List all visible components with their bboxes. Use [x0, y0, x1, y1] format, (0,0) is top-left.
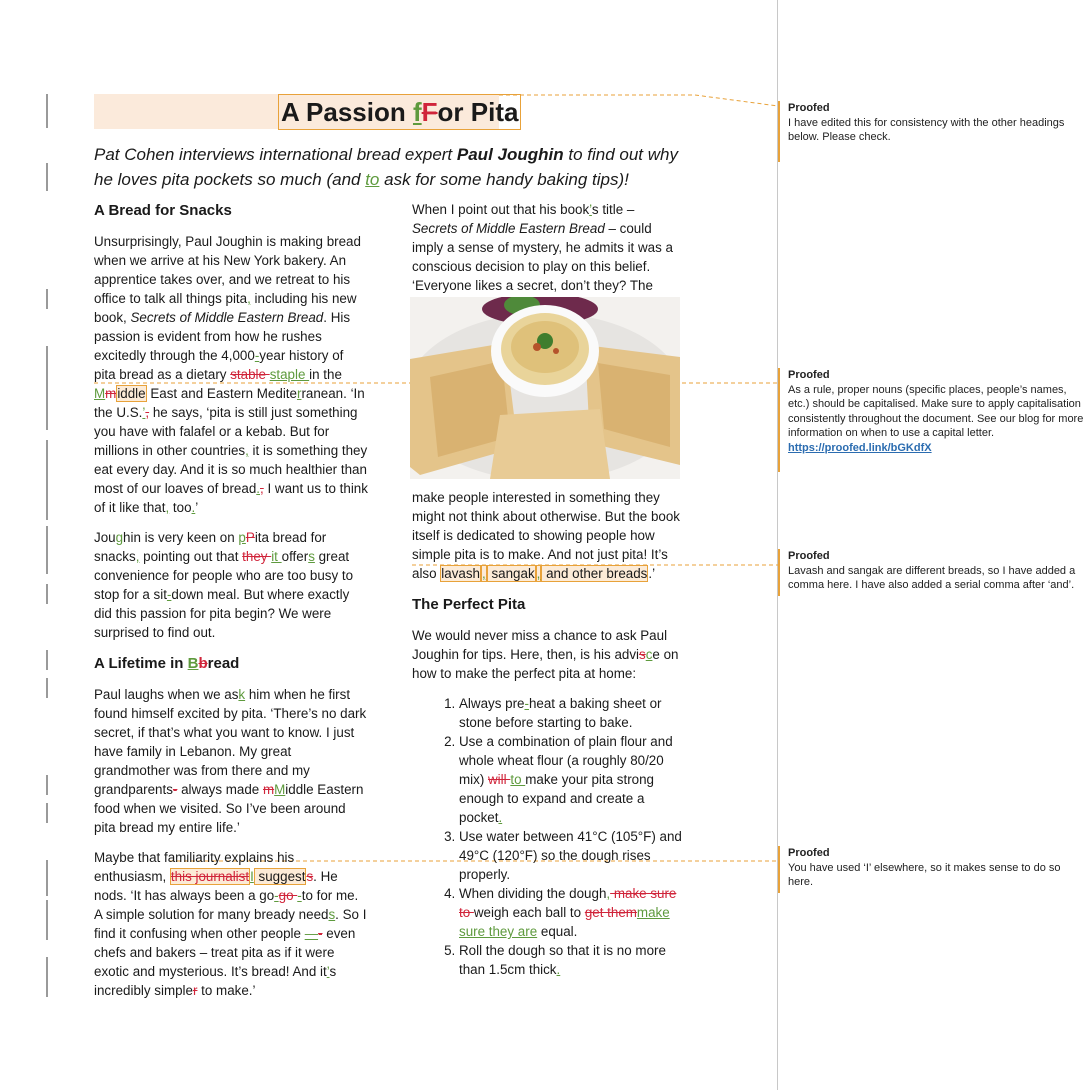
tracked-deletion: make sure to	[459, 886, 677, 920]
text-run: . He nods. ‘It has always been a go	[94, 869, 338, 903]
text-run: always made	[177, 782, 263, 797]
text-run: make people interested in something they might not think about otherwise. But the book itself is dedicated to showing people how simple pita is to make. And not just pita! It’s also	[412, 490, 680, 581]
text-run: weigh each ball to	[473, 905, 585, 920]
tracked-insertion: ,	[606, 886, 611, 901]
comment-balloon[interactable]	[778, 549, 1086, 596]
text-run: East and Eastern Medite	[146, 386, 297, 401]
paragraph	[94, 685, 368, 837]
change-bar	[46, 584, 48, 604]
tracked-insertion: s	[328, 907, 336, 922]
text-run: sangak	[487, 566, 535, 581]
tracked-insertion: ,	[247, 291, 251, 306]
tracked-insertion: c	[645, 647, 653, 662]
change-bar	[46, 650, 48, 670]
section-heading: The Perfect Pita	[412, 596, 526, 613]
tracked-insertion: M	[94, 386, 106, 401]
text-run: . So I find it confusing when other people	[94, 907, 367, 941]
tracked-deletion: s	[639, 647, 646, 662]
comment-text: You have used ‘I’ elsewhere, so it makes sense to do so here.	[788, 861, 1061, 888]
text-run: Maybe that familiarity explains his enthusiasm,	[94, 850, 295, 884]
text-run: Unsurprisingly, Paul Joughin is making bread when we arrive at his New York bakery. An apprentice takes over, and we retreat to his office to talk all things pita	[94, 234, 361, 306]
text-run: equal.	[537, 924, 578, 939]
tracked-insertion: ’	[589, 202, 592, 217]
text-run: Use water between 41°C (105°F) and 49°C (120°F) so the dough rises properly.	[459, 829, 682, 882]
comment-balloon[interactable]	[778, 101, 1086, 162]
text-run: down meal. But where exactly did this passion for pita begin? We were surprised to find out.	[94, 587, 350, 640]
tracked-insertion: -	[166, 587, 172, 602]
list-item	[459, 732, 682, 827]
tracked-insertion: M	[274, 782, 286, 797]
section-heading	[94, 653, 368, 675]
text-run: .’	[648, 566, 656, 581]
article-title: A Passion fFor Pita	[278, 94, 521, 130]
change-bar	[46, 803, 48, 823]
paragraph	[412, 626, 682, 683]
comment-balloon[interactable]	[778, 846, 1086, 893]
tracked-insertion: .	[191, 500, 196, 515]
text-run: too	[169, 500, 192, 515]
tracked-deletion: they	[242, 549, 272, 564]
text-run: including his new book,	[94, 291, 357, 325]
text-run: iddle	[117, 386, 146, 401]
tracked-deletion: m	[105, 386, 117, 401]
tips-list	[412, 694, 682, 979]
comment-author: Proofed	[788, 847, 830, 859]
left-column	[94, 200, 368, 1011]
text-run: When I point out that his book	[412, 202, 590, 217]
text-run: in the	[309, 367, 342, 382]
tracked-insertion: .	[556, 962, 561, 977]
comment-link[interactable]: https://proofed.link/bGKdfX	[788, 441, 932, 454]
tracked-deletion: m	[262, 782, 275, 797]
tracked-deletion: stable	[230, 367, 270, 382]
text-run: When dividing the dough	[459, 886, 607, 901]
tracked-insertion: g	[115, 530, 124, 545]
change-bar	[46, 860, 48, 896]
text-run: great convenience for people who are too busy to stop for a sit	[94, 549, 354, 602]
text-run: – could imply a sense of mystery, he admits it was a conscious decision to play on this belief. ‘Everyone likes a secret, don’t they? The	[412, 221, 673, 293]
text-run: hin is very keen on	[123, 530, 239, 545]
text-run: make your pita strong enough to expand and create a pocket	[459, 772, 654, 825]
tracked-deletion: b	[198, 655, 208, 672]
text-run: pointing out that	[139, 549, 243, 564]
text-run: read	[207, 655, 240, 672]
text-run: A Lifetime in	[94, 655, 188, 672]
tracked-insertion: -	[274, 888, 279, 903]
comment-pane-divider	[777, 0, 778, 1090]
text-run: . His passion is evident from how he rushes excitedly through the 4,000	[94, 310, 351, 363]
tracked-insertion: .	[256, 481, 260, 496]
tracked-insertion: r	[296, 386, 302, 401]
change-bar	[46, 94, 48, 128]
text-run: to make.’	[197, 983, 256, 998]
text-run: year history of pita bread as a dietary	[94, 348, 344, 382]
text-run: lavash	[441, 566, 481, 581]
tracked-insertion: ,	[135, 549, 140, 564]
tracked-insertion: it	[271, 549, 282, 564]
tracked-deletion: s	[306, 869, 314, 884]
change-bar	[46, 900, 48, 920]
text-run: ’	[195, 500, 199, 515]
text-run: s incredibly simple	[94, 964, 337, 998]
change-bar	[46, 346, 48, 430]
text-run: Secrets of Middle Eastern Bread	[130, 310, 324, 325]
change-bar	[46, 678, 48, 698]
change-bar	[46, 957, 48, 997]
list-item	[459, 827, 682, 884]
tracked-insertion: make sure they are	[459, 905, 670, 939]
comment-text: I have edited this for consistency with the other headings below. Please check.	[788, 116, 1065, 143]
tracked-insertion: k	[238, 687, 246, 702]
tracked-insertion: B	[187, 655, 199, 672]
tracked-insertion: .	[498, 810, 503, 825]
comment-balloon[interactable]	[778, 368, 1086, 472]
text-run: Paul laughs when we as	[94, 687, 239, 702]
text-run: even chefs and bakers – treat pita as if it were exotic and mysterious. It’s bread! And it	[94, 926, 356, 979]
paragraph	[94, 848, 368, 1000]
tracked-insertion: -	[297, 888, 302, 903]
text-run: and other breads	[542, 566, 648, 581]
text-run: Roll the dough so that it is no more than 1.5cm thick	[459, 943, 666, 977]
tracked-deletion: -	[318, 926, 323, 941]
text-run: Always pre	[459, 696, 525, 711]
tracked-insertion: staple	[269, 367, 310, 382]
text-run: I want us to think of it like that	[94, 481, 368, 515]
paragraph	[412, 488, 682, 583]
text-run: to for me. A simple solution for many bready need	[94, 888, 359, 922]
text-run: iddle Eastern food when we visited. So I’ve been around pita bread my entire life.’	[94, 782, 364, 835]
tracked-insertion: —	[304, 926, 319, 941]
text-run: offer	[281, 549, 309, 564]
tracked-deletion: P	[245, 530, 255, 545]
list-item	[459, 884, 682, 941]
tracked-deletion: go	[278, 888, 298, 903]
text-run: heat a baking sheet or stone before starting to bake.	[459, 696, 662, 730]
tracked-insertion: to	[510, 772, 526, 787]
change-bar	[46, 163, 48, 191]
text-run: him when he first found himself excited by pita. ‘There’s no dark secret, if that’s what you want to know. I just have family in Lebanon. My great grandmother was from there and my grandparents	[94, 687, 367, 797]
text-run: ranean. ‘In the U.S.	[94, 386, 365, 420]
tracked-insertion: ,	[482, 566, 486, 581]
list-item	[459, 694, 682, 732]
text-run: he says, ‘pita is still just something you have with falafel or a kebab. But for millions in other countries	[94, 405, 358, 458]
tracked-insertion: ,	[165, 500, 170, 515]
paragraph	[94, 232, 368, 517]
tracked-deletion: r	[192, 983, 198, 998]
paragraph	[94, 528, 368, 642]
text-run: We would never miss a chance to ask Paul Joughin for tips. Here, then, is his advi	[412, 628, 668, 662]
text-run: it is something they eat every day. And it is so much healthier than most of our loaves of bread	[94, 443, 368, 496]
change-bar	[46, 440, 48, 520]
comment-text: As a rule, proper nouns (specific places, people’s names, etc.) should be capitalised. Make sure to apply capitalisation consistently throughout the document. See our blog for more information on when to use a capital letter.	[788, 383, 1084, 439]
tracked-deletion: -	[172, 782, 178, 797]
text-run: e on how to make the perfect pita at home:	[412, 647, 679, 681]
comment-author: Proofed	[788, 102, 830, 114]
tracked-deletion: this journalist	[170, 869, 250, 884]
text-run: s title –	[591, 202, 635, 217]
text-run: Secrets of Middle Eastern Bread	[412, 221, 605, 236]
tracked-insertion: s	[308, 549, 315, 564]
tracked-insertion: p	[238, 530, 246, 545]
hummus-pita-photo	[410, 297, 680, 479]
change-bar	[46, 775, 48, 795]
list-item	[459, 941, 682, 979]
tracked-insertion: ’	[326, 964, 330, 979]
tracked-deletion: ,	[145, 405, 150, 420]
tracked-deletion: will	[488, 772, 511, 787]
tracked-insertion: I	[250, 869, 254, 884]
tracked-insertion: -	[254, 348, 260, 363]
text-run: Use a combination of plain flour and whole wheat flour (a roughly 80/20 mix)	[459, 734, 673, 787]
change-bar	[46, 526, 48, 574]
tracked-insertion: ’	[142, 405, 146, 420]
right-column-bottom	[412, 488, 682, 979]
tracked-insertion: ,	[245, 443, 249, 458]
tracked-deletion: get them	[584, 905, 637, 920]
tracked-insertion: -	[524, 696, 529, 711]
article-subtitle: Pat Cohen interviews international bread expert Paul Joughin to find out why he loves pita pockets so much (and to ask for some handy baking tips)!	[94, 145, 678, 189]
tracked-deletion: ,	[260, 481, 264, 496]
change-bar	[46, 289, 48, 309]
tracked-insertion: ,	[536, 566, 541, 581]
comment-author: Proofed	[788, 550, 830, 562]
change-bar	[46, 920, 48, 940]
text-run: Jou	[94, 530, 116, 545]
text-run: suggest	[254, 869, 306, 884]
comment-text: Lavash and sangak are different breads, so I have added a comma here. I have also added a serial comma after ‘and’.	[788, 564, 1076, 591]
comment-author: Proofed	[788, 369, 830, 381]
section-heading: A Bread for Snacks	[94, 202, 232, 219]
text-run: ita bread for snacks	[94, 530, 327, 564]
